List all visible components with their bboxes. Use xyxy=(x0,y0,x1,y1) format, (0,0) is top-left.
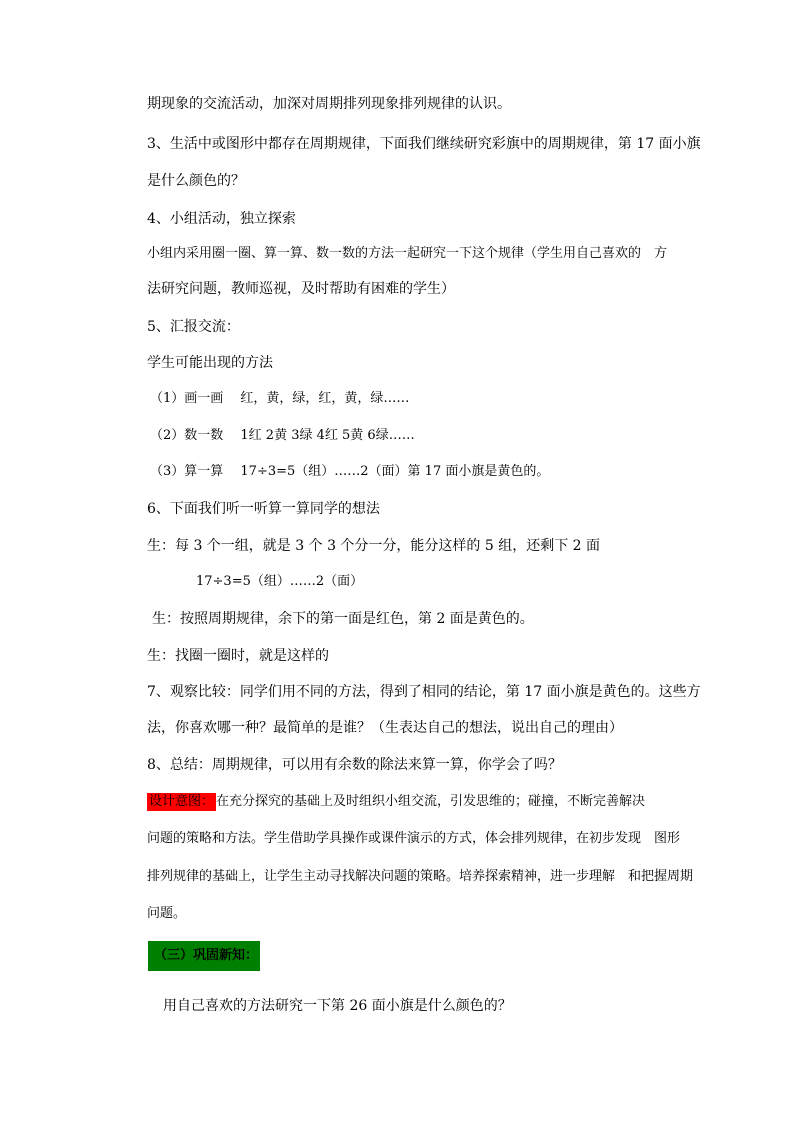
paragraph-line: 3、生活中或图形中都存在周期规律，下面我们继续研究彩旗中的周期规律，第 17 面小旗 xyxy=(147,136,701,152)
section-heading: （三）巩固新知： xyxy=(148,941,260,971)
design-intent-text: 在充分探究的基础上及时组织小组交流，引发思维的；碰撞，不断完善解决 xyxy=(216,794,646,809)
paragraph-line: 7、观察比较：同学们用不同的方法，得到了相同的结论，第 17 面小旗是黄色的。这些方 xyxy=(147,684,701,700)
paragraph-line: 4、小组活动，独立探索 xyxy=(147,211,296,227)
paragraph-line: 8、总结：周期规律，可以用有余数的除法来算一算，你学会了吗？ xyxy=(147,757,562,773)
design-intent-line xyxy=(147,793,645,811)
paragraph-line: 期现象的交流活动，加深对周期排列现象排列规律的认识。 xyxy=(147,96,511,112)
paragraph-line: 生：找圈一圈时，就是这样的 xyxy=(147,648,329,664)
paragraph-line: 用自己喜欢的方法研究一下第 26 面小旗是什么颜色的？ xyxy=(163,998,512,1014)
paragraph-line: 法，你喜欢哪一种？最简单的是谁？（生表达自己的想法，说出自己的理由） xyxy=(147,720,623,736)
design-intent-label: 设计意图： xyxy=(149,794,215,809)
paragraph-line: 小组内采用圈一圈、算一算、数一数的方法一起研究一下这个规律（学生用自己喜欢的 方 xyxy=(147,246,668,261)
design-intent-line: 问题。 xyxy=(147,906,187,921)
method-line: （2）数一数 1红 2黄 3绿 4红 5黄 6绿…… xyxy=(150,428,415,443)
paragraph-line: 学生可能出现的方法 xyxy=(147,355,273,371)
design-intent-line: 问题的策略和方法。学生借助学具操作或课件演示的方式，体会排列规律，在初步发现 图形 xyxy=(147,831,681,846)
method-line: （3）算一算 17÷3=5（组）……2（面）第 17 面小旗是黄色的。 xyxy=(150,464,550,479)
paragraph-line: 5、汇报交流： xyxy=(147,319,240,335)
paragraph-line: 生：按照周期规律，余下的第一面是红色，第 2 面是黄色的。 xyxy=(152,611,534,627)
paragraph-line: 是什么颜色的？ xyxy=(147,173,245,189)
paragraph-line: 法研究问题，教师巡视，及时帮助有困难的学生） xyxy=(147,281,455,297)
paragraph-line: 生：每 3 个一组，就是 3 个 3 个分一分，能分这样的 5 组，还剩下 2 面 xyxy=(147,538,601,554)
paragraph-line: 6、下面我们听一听算一算同学的想法 xyxy=(147,501,380,517)
formula-line: 17÷3=5（组）……2（面） xyxy=(196,574,364,589)
method-line: （1）画一画 红，黄，绿，红，黄，绿…… xyxy=(150,391,410,406)
design-intent-line: 排列规律的基础上，让学生主动寻找解决问题的策略。培养探索精神，进一步理解 和把握周期 xyxy=(147,869,694,884)
